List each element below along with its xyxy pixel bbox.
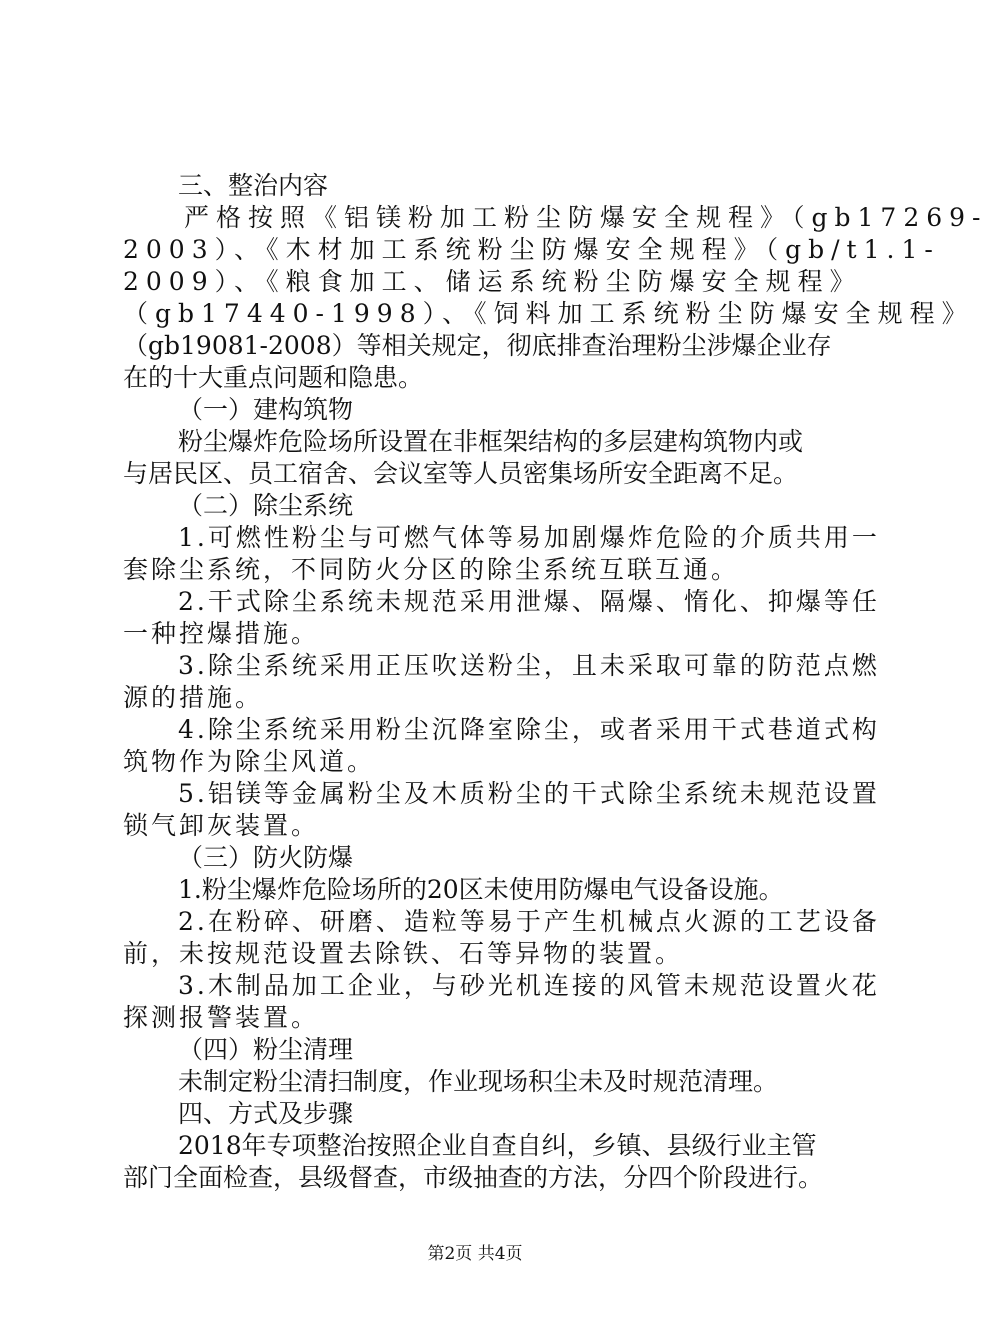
paragraph-line: 筑物作为除尘风道。	[123, 747, 376, 776]
paragraph-line: 严格按照《铝镁粉加工粉尘防爆安全规程》（gb17269-	[184, 203, 988, 232]
paragraph-line: 锁气卸灰装置。	[123, 811, 320, 840]
list-item: 2.干式除尘系统未规范采用泄爆、隔爆、惰化、抑爆等任	[178, 587, 880, 616]
list-item: 5.铝镁等金属粉尘及木质粉尘的干式除尘系统未规范设置	[178, 779, 880, 808]
list-item: 3.木制品加工企业，与砂光机连接的风管未规范设置火花	[178, 971, 880, 1000]
paragraph-line: 探测报警装置。	[123, 1003, 320, 1032]
paragraph-line: 在的十大重点问题和隐患。	[123, 363, 424, 392]
paragraph-line: 与居民区、员工宿舍、会议室等人员密集场所安全距离不足。	[123, 459, 799, 488]
paragraph-line: （gb19081-2008）等相关规定，彻底排查治理粉尘涉爆企业存	[123, 331, 832, 360]
paragraph-line: 源的措施。	[123, 683, 264, 712]
paragraph-line: 2003）、《木材加工系统粉尘防爆安全规程》（gb/t1.1-	[123, 235, 940, 264]
subsection-heading-2: （二）除尘系统	[178, 491, 354, 520]
paragraph-line: 2018年专项整治按照企业自查自纠，乡镇、县级行业主管	[178, 1131, 817, 1160]
list-item: 4.除尘系统采用粉尘沉降室除尘，或者采用干式巷道式构	[178, 715, 880, 744]
document-body	[123, 170, 988, 1194]
subsection-heading-4: （四）粉尘清理	[178, 1035, 354, 1064]
page-footer: 第2页 共4页	[427, 1244, 523, 1264]
section-heading-3: 三、整治内容	[178, 171, 329, 200]
list-item: 1.粉尘爆炸危险场所的20区未使用防爆电气设备设施。	[178, 875, 784, 904]
subsection-heading-3: （三）防火防爆	[178, 843, 354, 872]
paragraph-line: （gb17440-1998）、《饲料加工系统粉尘防爆安全规程》	[123, 299, 974, 328]
subsection-heading-1: （一）建构筑物	[178, 395, 354, 424]
section-heading-4: 四、方式及步骤	[178, 1099, 354, 1128]
paragraph-line: 粉尘爆炸危险场所设置在非框架结构的多层建构筑物内或	[178, 427, 804, 456]
list-item: 3.除尘系统采用正压吹送粉尘，且未采取可靠的防范点燃	[178, 651, 880, 680]
paragraph-line: 未制定粉尘清扫制度，作业现场积尘未及时规范清理。	[178, 1067, 779, 1096]
list-item: 2.在粉碎、研磨、造粒等易于产生机械点火源的工艺设备	[178, 907, 880, 936]
paragraph-line: 2009）、《粮食加工、储运系统粉尘防爆安全规程》	[123, 267, 862, 296]
paragraph-line: 一种控爆措施。	[123, 619, 320, 648]
list-item: 1.可燃性粉尘与可燃气体等易加剧爆炸危险的介质共用一	[178, 523, 880, 552]
paragraph-line: 部门全面检查，县级督查，市级抽查的方法，分四个阶段进行。	[123, 1163, 824, 1192]
paragraph-line: 前，未按规范设置去除铁、石等异物的装置。	[123, 939, 684, 968]
paragraph-line: 套除尘系统，不同防火分区的除尘系统互联互通。	[123, 555, 740, 584]
